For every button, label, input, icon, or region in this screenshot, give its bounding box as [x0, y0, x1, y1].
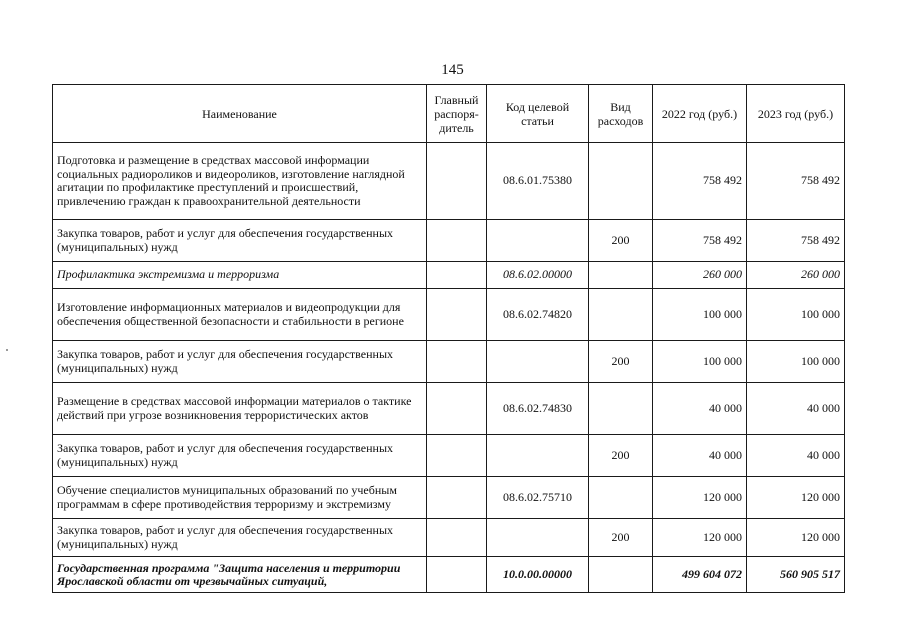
- scan-speck: [6, 349, 8, 351]
- row-expense-type: [589, 262, 653, 289]
- row-2022: 100 000: [653, 289, 747, 341]
- row-2023: 120 000: [747, 519, 845, 557]
- row-code: [487, 220, 589, 262]
- row-2022: 260 000: [653, 262, 747, 289]
- page-number: 145: [441, 62, 464, 78]
- row-2023: 120 000: [747, 477, 845, 519]
- row-code: 08.6.02.74820: [487, 289, 589, 341]
- table-row: [53, 519, 845, 557]
- row-name: Подготовка и размещение в средствах массовой информации социальных радиороликов и видеороликов, изготовление наглядной агитации по профилактике преступлений и происшествий, привлечению граждан к правоохранительной деятельности: [53, 143, 427, 220]
- row-manager: [427, 519, 487, 557]
- row-2022: 40 000: [653, 383, 747, 435]
- header-2023: 2023 год (руб.): [747, 85, 845, 143]
- row-expense-type: [589, 143, 653, 220]
- row-name: Закупка товаров, работ и услуг для обеспечения государственных (муниципальных) нужд: [53, 341, 427, 383]
- table-row: [53, 220, 845, 262]
- row-expense-type: [589, 289, 653, 341]
- row-code: [487, 341, 589, 383]
- row-2023: 560 905 517: [747, 557, 845, 593]
- table-row: [53, 143, 845, 220]
- row-code: [487, 435, 589, 477]
- row-manager: [427, 262, 487, 289]
- row-2022: 100 000: [653, 341, 747, 383]
- row-expense-type: 200: [589, 341, 653, 383]
- row-manager: [427, 557, 487, 593]
- row-expense-type: [589, 477, 653, 519]
- row-2023: 40 000: [747, 435, 845, 477]
- row-code: 08.6.02.75710: [487, 477, 589, 519]
- row-manager: [427, 341, 487, 383]
- table-row: [53, 383, 845, 435]
- row-name: Профилактика экстремизма и терроризма: [53, 262, 427, 289]
- row-expense-type: 200: [589, 519, 653, 557]
- header-expense-type: Вид расходов: [589, 85, 653, 143]
- row-expense-type: [589, 557, 653, 593]
- row-code: [487, 519, 589, 557]
- row-2022: 499 604 072: [653, 557, 747, 593]
- row-name: Размещение в средствах массовой информации материалов о тактике действий при угрозе возникновения террористических актов: [53, 383, 427, 435]
- row-manager: [427, 383, 487, 435]
- row-2023: 100 000: [747, 289, 845, 341]
- row-name: Обучение специалистов муниципальных образований по учебным программам в сфере противодействия терроризму и экстремизму: [53, 477, 427, 519]
- table-row: [53, 435, 845, 477]
- row-2022: 120 000: [653, 477, 747, 519]
- row-expense-type: [589, 383, 653, 435]
- table-row: [53, 477, 845, 519]
- row-2022: 758 492: [653, 220, 747, 262]
- row-name: Изготовление информационных материалов и видеопродукции для обеспечения общественной безопасности и стабильности в регионе: [53, 289, 427, 341]
- row-name: Государственная программа "Защита населения и территории Ярославской области от чрезвычайных ситуаций,: [53, 557, 427, 593]
- header-code: Код целевой статьи: [487, 85, 589, 143]
- row-name: Закупка товаров, работ и услуг для обеспечения государственных (муниципальных) нужд: [53, 220, 427, 262]
- table-row: [53, 341, 845, 383]
- table-row-program: [53, 557, 845, 593]
- row-2022: 758 492: [653, 143, 747, 220]
- row-2022: 40 000: [653, 435, 747, 477]
- row-2023: 100 000: [747, 341, 845, 383]
- table-row: [53, 289, 845, 341]
- row-code: 08.6.01.75380: [487, 143, 589, 220]
- row-expense-type: 200: [589, 435, 653, 477]
- row-name: Закупка товаров, работ и услуг для обеспечения государственных (муниципальных) нужд: [53, 435, 427, 477]
- row-manager: [427, 435, 487, 477]
- row-expense-type: 200: [589, 220, 653, 262]
- row-2023: 260 000: [747, 262, 845, 289]
- row-manager: [427, 477, 487, 519]
- table-header-row: [53, 85, 845, 143]
- row-manager: [427, 289, 487, 341]
- row-2023: 758 492: [747, 143, 845, 220]
- header-2022: 2022 год (руб.): [653, 85, 747, 143]
- row-2023: 40 000: [747, 383, 845, 435]
- row-code: 08.6.02.74830: [487, 383, 589, 435]
- row-code: 10.0.00.00000: [487, 557, 589, 593]
- row-name: Закупка товаров, работ и услуг для обеспечения государственных (муниципальных) нужд: [53, 519, 427, 557]
- table-row-subprogram: [53, 262, 845, 289]
- row-manager: [427, 143, 487, 220]
- row-manager: [427, 220, 487, 262]
- row-code: 08.6.02.00000: [487, 262, 589, 289]
- row-2022: 120 000: [653, 519, 747, 557]
- row-2023: 758 492: [747, 220, 845, 262]
- header-name: Наименование: [53, 85, 427, 143]
- budget-table: [52, 84, 845, 593]
- header-manager: Главный распоря-дитель: [427, 85, 487, 143]
